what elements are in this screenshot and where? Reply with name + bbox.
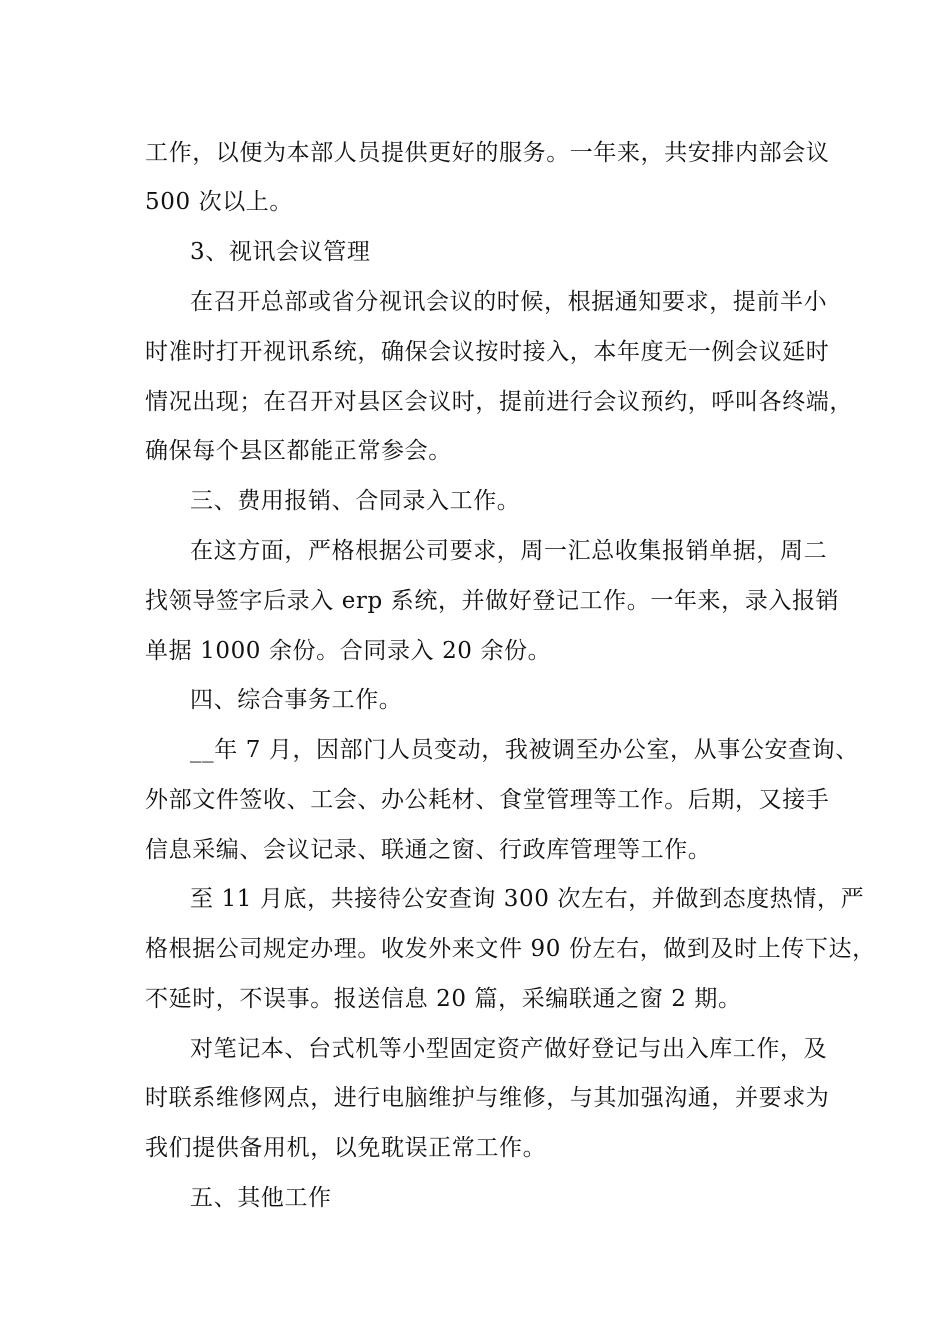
section-heading: 三、费用报销、合同录入工作。 [190,488,521,514]
text-line: 找领导签字后录入 erp 系统，并做好登记工作。一年来，录入报销 [145,588,840,614]
text-line: 单据 1000 余份。合同录入 20 余份。 [145,638,552,664]
text-line: 不延时，不误事。报送信息 20 篇，采编联通之窗 2 期。 [145,986,742,1012]
text-line: 时准时打开视讯系统，确保会议按时接入，本年度无一例会议延时 [145,339,830,365]
text-line: 外部文件签收、工会、办公耗材、食堂管理等工作。后期，又接手 [145,787,830,813]
text-line: 确保每个县区都能正常参会。 [145,438,452,464]
text-line: 情况出现；在召开对县区会议时，提前进行会议预约，呼叫各终端， [145,389,853,415]
text-line: 我们提供备用机，以免耽误正常工作。 [145,1135,547,1161]
section-heading: 3、视讯会议管理 [190,239,371,265]
text-line: 信息采编、会议记录、联通之窗、行政库管理等工作。 [145,837,712,863]
section-heading: 五、其他工作 [190,1185,332,1211]
text-line: 工作，以便为本部人员提供更好的服务。一年来，共安排内部会议 [145,140,830,166]
text-line: 在召开总部或省分视讯会议的时候，根据通知要求，提前半小 [190,289,828,315]
text-line: 格根据公司规定办理。收发外来文件 90 份左右，做到及时上传下达， [145,936,876,962]
text-line: 在这方面，严格根据公司要求，周一汇总收集报销单据，周二 [190,538,828,564]
text-line: 时联系维修网点，进行电脑维护与维修，与其加强沟通，并要求为 [145,1085,830,1111]
text-line: 500 次以上。 [145,189,294,215]
section-heading: 四、综合事务工作。 [190,687,403,713]
text-line: 至 11 月底，共接待公安查询 300 次左右，并做到态度热情，严 [190,886,865,912]
text-line: 对笔记本、台式机等小型固定资产做好登记与出入库工作，及 [190,1036,828,1062]
text-line: __年 7 月，因部门人员变动，我被调至办公室，从事公安查询、 [190,737,859,763]
